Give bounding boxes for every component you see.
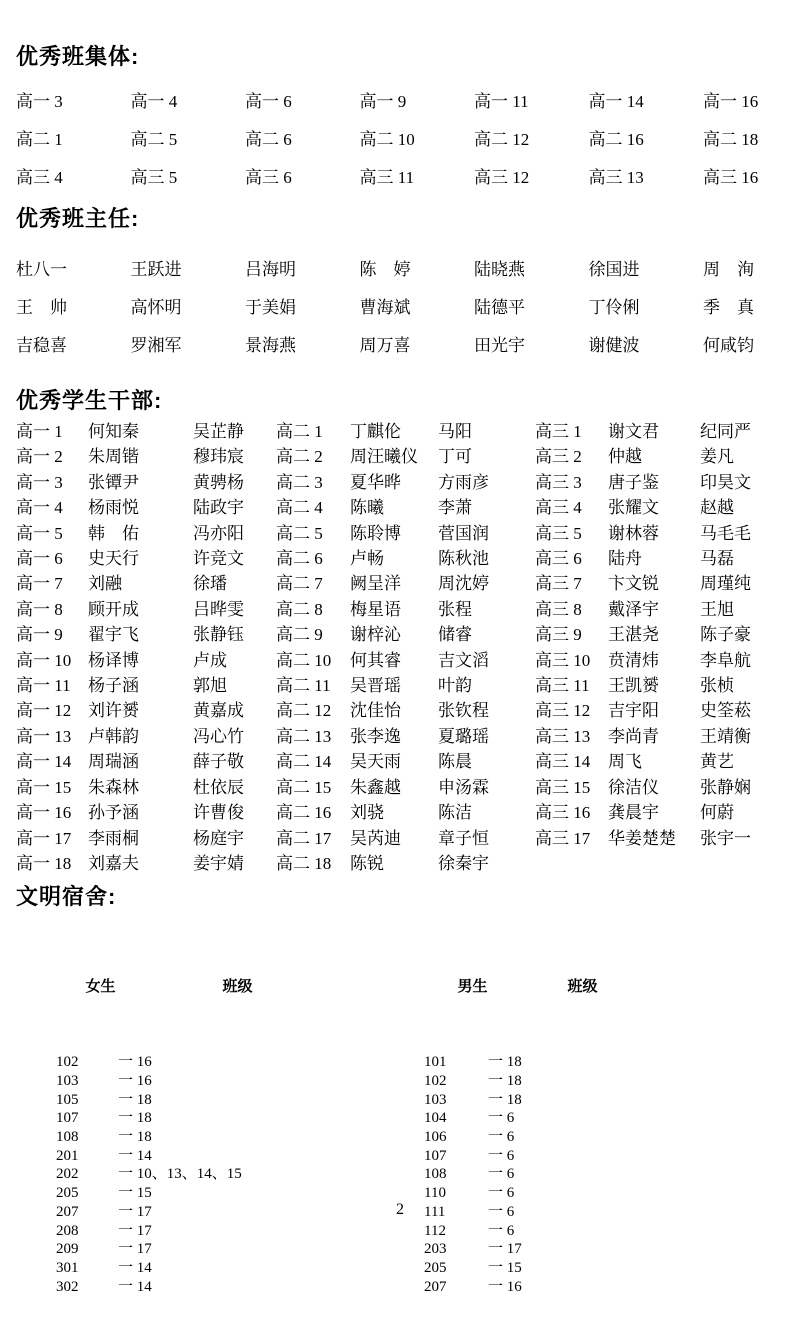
head-teacher-name: 吉稳喜 [16,335,67,355]
dorm-room-number: 106 [424,1129,447,1146]
cadre-student-name: 徐秦宇 [438,853,489,873]
cadre-student-name: 黄嘉成 [193,701,244,721]
section-title-excellent-student-cadres: 优秀学生干部: [16,388,163,413]
cadre-student-name: 杨译博 [88,650,139,670]
excellent-class-item: 高三 4 [16,167,63,187]
head-teacher-name: 王 帅 [16,297,67,317]
dorm-room-number: 110 [424,1185,446,1202]
dorm-class-value: 一 16 [118,1054,152,1071]
dorm-row [48,1072,420,1091]
head-teacher-name: 王跃进 [130,259,182,279]
cadre-class-label: 高三 10 [535,650,591,670]
dorm-class-value: 一 17 [118,1203,152,1220]
cadre-class-label: 高一 17 [16,828,72,848]
cadre-student-name: 叶韵 [438,676,472,696]
cadre-class-label: 高一 5 [16,523,63,543]
cadre-student-name: 姜凡 [700,447,734,467]
cadre-student-name: 仲越 [608,447,642,467]
head-teacher-name: 陆德平 [474,297,525,317]
dorm-row [420,1128,760,1147]
dorm-class-value: 一 17 [118,1222,152,1239]
dorm-row [420,1147,760,1166]
cadre-student-name: 冯亦阳 [193,523,244,543]
cadre-student-name: 孙予涵 [88,803,139,823]
head-teacher-name: 罗湘军 [130,335,182,355]
excellent-class-item: 高一 14 [588,91,644,111]
page-number: 2 [396,1201,404,1218]
cadre-class-label: 高二 11 [276,676,331,696]
dorm-girls-gender-header: 女生 [85,979,116,996]
cadre-class-label: 高二 17 [276,828,332,848]
dorm-room-number: 108 [424,1166,447,1183]
cadre-class-label: 高三 8 [535,599,582,619]
dorm-room-number: 207 [56,1203,79,1220]
cadre-class-label: 高二 15 [276,777,332,797]
cadre-class-label: 高三 4 [535,498,582,518]
cadre-student-name: 朱鑫越 [350,777,401,797]
cadre-student-name: 章子恒 [438,828,489,848]
cadre-student-name: 周瑾纯 [700,574,751,594]
cadre-student-name: 沈佳怡 [350,701,401,721]
excellent-class-item: 高三 16 [703,167,759,187]
cadre-class-label: 高二 18 [276,853,332,873]
cadre-class-label: 高二 2 [276,447,323,467]
cadre-class-label: 高一 18 [16,853,72,873]
dorm-row [48,1053,420,1072]
dorm-room-number: 209 [56,1241,79,1258]
dorm-class-value: 一 18 [118,1110,152,1127]
dorm-row [48,1259,420,1278]
dorm-row [48,1109,420,1128]
cadre-student-name: 郭旭 [193,676,227,696]
dorm-room-number: 112 [424,1222,446,1239]
head-teacher-name: 周 洵 [703,259,754,279]
cadre-student-name: 谢文君 [608,422,659,441]
excellent-class-item: 高一 9 [359,91,407,111]
cadre-student-name: 杜依辰 [193,777,244,797]
cadre-class-label: 高一 8 [16,599,63,619]
dorm-room-number: 101 [424,1054,447,1071]
cadre-student-name: 陈锐 [350,853,384,873]
dorm-table-girls [48,922,420,1333]
cadre-class-label: 高一 10 [16,650,72,670]
cadre-class-label: 高一 11 [16,676,71,696]
dorm-class-value: 一 6 [488,1129,515,1146]
dorm-class-value: 一 6 [488,1110,515,1127]
section-excellent-head-teachers [16,206,784,362]
excellent-class-item: 高二 6 [245,129,292,149]
section-title-excellent-classes: 优秀班集体: [16,44,140,69]
cadre-student-name: 丁可 [438,447,472,467]
dorm-room-number: 102 [424,1072,447,1089]
cadre-student-name: 陈秋池 [438,549,489,569]
excellent-class-item: 高三 12 [474,167,530,187]
cadre-student-name: 卢韩韵 [88,726,139,746]
cadre-student-name: 刘嘉夫 [88,853,139,873]
dorm-girls-class-header: 班级 [222,979,253,996]
cadre-student-name: 姜宇婧 [193,853,244,873]
head-teacher-name: 周万喜 [359,335,411,355]
dorm-row [420,1091,760,1110]
cadre-class-label: 高三 6 [535,549,582,569]
excellent-class-item: 高一 4 [130,91,178,111]
cadre-class-label: 高三 17 [535,828,591,848]
cadre-student-name: 马阳 [438,422,472,441]
excellent-class-item: 高三 6 [245,167,292,187]
cadre-student-name: 阙呈洋 [350,574,401,594]
excellent-class-item: 高三 5 [130,167,178,187]
cadre-class-label: 高一 1 [16,422,63,441]
cadre-class-label: 高一 12 [16,701,72,721]
head-teacher-name: 杜八一 [16,259,67,279]
head-teacher-name: 丁伶俐 [588,297,640,317]
cadre-student-name: 翟宇飞 [88,625,139,645]
dorm-room-number: 104 [424,1110,447,1127]
dorm-room-number: 302 [56,1278,79,1295]
excellent-class-item: 高一 3 [16,91,63,111]
excellent-class-item: 高二 10 [359,129,415,149]
cadre-student-name: 张静娴 [700,777,751,797]
dorm-row [48,1278,420,1297]
cadre-student-name: 张李逸 [350,726,401,746]
cadre-student-name: 卞文锐 [608,574,659,594]
cadre-class-label: 高一 9 [16,625,63,645]
dorm-girls-rows [48,1053,420,1296]
cadre-student-name: 徐洁仪 [608,777,659,797]
dorm-room-number: 205 [424,1259,447,1276]
dorm-class-value: 一 6 [488,1185,515,1202]
cadre-student-name: 陆舟 [608,549,642,569]
dorm-room-number: 201 [56,1147,79,1164]
head-teacher-name: 曹海斌 [359,297,411,317]
section-title-civilized-dorms: 文明宿舍: [16,884,117,910]
dorm-class-value: 一 18 [118,1129,152,1146]
dorm-class-value: 一 15 [118,1185,152,1202]
excellent-class-item: 高二 1 [16,129,63,149]
dorm-class-value: 一 10、13、14、15 [118,1166,242,1183]
cadre-class-label: 高二 5 [276,523,323,543]
cadre-student-name: 周沈婷 [438,574,489,594]
cadre-student-name: 菅国润 [438,523,489,543]
dorm-class-value: 一 15 [488,1259,522,1276]
excellent-class-item: 高三 13 [588,167,644,187]
excellent-student-cadres-table [16,419,784,876]
dorm-row [420,1109,760,1128]
cadre-class-label: 高二 4 [276,498,323,518]
cadre-class-label: 高三 3 [535,472,582,492]
dorm-class-value: 一 18 [488,1054,522,1071]
dorm-room-number: 202 [56,1166,79,1183]
excellent-class-item: 高二 5 [130,129,178,149]
head-teacher-name: 季 真 [703,297,754,317]
head-teacher-name: 景海燕 [245,335,296,355]
cadre-class-label: 高二 6 [276,549,323,569]
dorm-class-value: 一 6 [488,1203,515,1220]
dorm-class-value: 一 16 [488,1278,522,1295]
cadre-student-name: 谢林蓉 [608,523,659,543]
cadre-student-name: 陈子豪 [700,625,751,645]
dorm-class-value: 一 6 [488,1222,515,1239]
excellent-class-item: 高二 18 [703,129,759,149]
cadre-student-name: 方雨彦 [438,472,489,492]
cadre-student-name: 杨子涵 [88,676,139,696]
dorm-row [420,1053,760,1072]
cadre-student-name: 徐璠 [193,574,227,594]
dorm-class-value: 一 17 [488,1241,522,1258]
cadre-student-name: 贲清炜 [608,650,659,670]
cadre-class-label: 高一 15 [16,777,72,797]
head-teacher-name: 田光宇 [474,335,525,355]
head-teacher-name: 于美娟 [245,297,296,317]
dorm-room-number: 105 [56,1091,79,1108]
cadre-class-label: 高三 5 [535,523,582,543]
section-excellent-classes [16,44,784,194]
cadre-student-name: 卢成 [193,650,227,670]
excellent-class-item: 高二 12 [474,129,530,149]
cadre-student-name: 王旭 [700,599,734,619]
cadre-class-label: 高三 11 [535,676,590,696]
dorm-row [48,1147,420,1166]
dorm-class-value: 一 17 [118,1241,152,1258]
cadre-student-name: 张程 [438,599,472,619]
dorm-table-girls-header [48,960,420,1016]
excellent-class-item: 高二 16 [588,129,644,149]
cadre-class-label: 高二 8 [276,599,323,619]
cadre-class-label: 高一 3 [16,472,63,492]
dorm-class-value: 一 6 [488,1147,515,1164]
cadre-student-name: 赵越 [700,498,734,518]
cadre-class-label: 高三 16 [535,803,591,823]
cadre-class-label: 高一 4 [16,498,63,518]
cadre-student-name: 卢畅 [350,549,384,569]
head-teacher-name: 谢健波 [588,335,640,355]
dorm-class-value: 一 18 [118,1091,152,1108]
cadre-class-label: 高三 14 [535,752,591,772]
cadre-class-label: 高一 13 [16,726,72,746]
dorm-class-value: 一 16 [118,1072,152,1089]
cadre-student-name: 马毛毛 [700,523,751,543]
cadre-student-name: 朱周锴 [88,447,139,467]
cadre-student-name: 马磊 [700,549,734,569]
cadre-student-name: 周汪曦仪 [350,447,418,467]
cadre-class-label: 高二 7 [276,574,323,594]
cadre-student-name: 陈晨 [438,752,472,772]
dorm-class-value: 一 18 [488,1072,522,1089]
dorm-row [420,1259,760,1278]
head-teacher-name: 陆晓燕 [474,259,525,279]
dorm-boys-rows [420,1053,760,1296]
cadre-student-name: 吉宇阳 [608,701,659,721]
cadre-class-label: 高二 9 [276,625,323,645]
dorm-class-value: 一 14 [118,1259,152,1276]
cadre-student-name: 谢梓沁 [350,625,401,645]
cadre-class-label: 高三 9 [535,625,582,645]
cadre-student-name: 陈洁 [438,803,472,823]
cadre-student-name: 张桢 [700,676,734,696]
dorm-row [420,1240,760,1259]
cadre-student-name: 吕晔雯 [193,599,244,619]
cadre-student-name: 陈聆博 [350,523,401,543]
cadre-student-name: 朱森林 [88,777,139,797]
cadre-student-name: 陈曦 [350,498,384,518]
cadre-student-name: 何蔚 [700,803,734,823]
dorm-room-number: 207 [424,1278,447,1295]
dorm-room-number: 107 [56,1110,79,1127]
cadre-student-name: 李雨桐 [88,828,139,848]
cadre-class-label: 高二 12 [276,701,332,721]
cadre-student-name: 张耀文 [608,498,659,518]
cadre-student-name: 张镡尹 [88,472,139,492]
cadre-student-name: 丁麒伦 [350,422,401,441]
excellent-class-item: 高一 6 [245,91,292,111]
cadre-student-name [608,851,700,876]
cadre-student-name: 李萧 [438,498,472,518]
cadre-class-label: 高二 14 [276,752,332,772]
head-teacher-name: 何咸钧 [703,335,754,355]
cadre-student-name: 许竞文 [193,549,244,569]
dorm-row [420,1165,760,1184]
cadre-class-label: 高二 16 [276,803,332,823]
cadre-class-label: 高二 10 [276,650,332,670]
cadre-class-label: 高二 3 [276,472,323,492]
cadre-student-name: 夏华晔 [350,472,401,492]
cadre-student-name: 杨庭宇 [193,828,244,848]
dorm-row [420,1278,760,1297]
head-teacher-name: 徐国进 [588,259,640,279]
cadre-student-name: 夏璐瑶 [438,726,489,746]
cadre-student-name: 纪同严 [700,422,751,441]
cadre-class-label: 高一 2 [16,447,63,467]
cadre-student-name: 黄艺 [700,752,734,772]
cadre-student-name: 刘许赟 [88,701,139,721]
cadre-student-name: 韩 佑 [88,523,139,543]
dorm-tables [16,922,784,1333]
cadre-student-name [700,851,784,876]
cadre-student-name: 印昊文 [700,472,751,492]
dorm-boys-gender-header: 男生 [457,979,488,996]
cadre-student-name: 戴泽宇 [608,599,659,619]
dorm-boys-class-header: 班级 [567,979,598,996]
dorm-room-number: 107 [424,1147,447,1164]
dorm-class-value: 一 6 [488,1166,515,1183]
cadre-student-name: 许曹俊 [193,803,244,823]
dorm-table-boys [420,922,760,1333]
dorm-room-number: 203 [424,1241,447,1258]
dorm-row [48,1091,420,1110]
excellent-classes-grid [16,80,784,194]
head-teacher-name: 高怀明 [130,297,182,317]
cadre-student-name: 王靖衡 [700,726,751,746]
cadre-student-name: 杨雨悦 [88,498,139,518]
cadre-student-name: 王湛尧 [608,625,659,645]
section-excellent-student-cadres [16,388,784,876]
cadre-class-label: 高三 2 [535,447,582,467]
excellent-class-item: 高三 11 [359,167,415,187]
cadre-class-label: 高二 13 [276,726,332,746]
cadre-student-name: 王凯赟 [608,676,659,696]
dorm-row [420,1072,760,1091]
cadre-student-name: 顾开成 [88,599,139,619]
dorm-room-number: 205 [56,1185,79,1202]
head-teacher-name: 吕海明 [245,259,296,279]
cadre-student-name: 张宇一 [700,828,751,848]
cadre-student-name: 张钦程 [438,701,489,721]
cadre-class-label: 高一 14 [16,752,72,772]
cadre-class-label: 高一 7 [16,574,63,594]
cadre-student-name: 何其睿 [350,650,401,670]
cadre-student-name: 吴天雨 [350,752,401,772]
cadre-student-name: 穆玮宸 [193,447,244,467]
section-title-excellent-head-teachers: 优秀班主任: [16,206,140,231]
dorm-row [48,1128,420,1147]
cadre-class-label: 高三 15 [535,777,591,797]
cadre-student-name: 华姜楚楚 [608,828,676,848]
cadre-student-name: 吉文滔 [438,650,489,670]
cadre-student-name: 李尚青 [608,726,659,746]
cadre-class-label: 高三 7 [535,574,582,594]
cadre-student-name: 冯心竹 [193,726,244,746]
dorm-room-number: 103 [424,1091,447,1108]
cadre-student-name: 刘骁 [350,803,384,823]
excellent-class-item: 高一 16 [703,91,759,111]
dorm-class-value: 一 14 [118,1147,152,1164]
cadre-student-name: 龚晨宇 [608,803,659,823]
cadre-student-name: 吴芷静 [193,422,244,441]
cadre-student-name: 李阜航 [700,650,751,670]
cadre-student-name: 唐子鉴 [608,472,659,492]
dorm-room-number: 103 [56,1072,79,1089]
cadre-student-name: 陆政宇 [193,498,244,518]
cadre-student-name: 史筌菘 [700,701,751,721]
dorm-room-number: 108 [56,1129,79,1146]
cadre-class-label: 高一 16 [16,803,72,823]
dorm-room-number: 208 [56,1222,79,1239]
cadre-student-name: 史天行 [88,549,139,569]
cadre-student-name: 黄骋杨 [193,472,244,492]
dorm-room-number: 111 [424,1203,446,1220]
dorm-class-value: 一 18 [488,1091,522,1108]
dorm-row [48,1165,420,1184]
excellent-class-item: 高一 11 [474,91,529,111]
cadre-student-name: 薛子敬 [193,752,244,772]
section-civilized-dorms [16,884,784,1333]
cadre-student-name: 刘融 [88,574,122,594]
dorm-table-boys-header [420,960,760,1016]
dorm-room-number: 102 [56,1054,79,1071]
cadre-class-label: 高三 1 [535,422,582,441]
cadre-student-name: 梅星语 [350,599,401,619]
cadre-class-label: 高一 6 [16,549,63,569]
cadre-student-name: 申汤霖 [438,777,489,797]
cadre-student-name: 吴晋瑶 [350,676,401,696]
excellent-head-teachers-grid [16,248,784,362]
dorm-room-number: 301 [56,1259,79,1276]
cadre-student-name: 储睿 [438,625,472,645]
dorm-class-value: 一 14 [118,1278,152,1295]
dorm-row [48,1240,420,1259]
cadre-student-name: 何知秦 [88,422,139,441]
cadre-class-label: 高二 1 [276,422,323,441]
cadre-class-label [535,851,608,876]
cadre-student-name: 张静钰 [193,625,244,645]
cadre-class-label: 高三 12 [535,701,591,721]
cadre-student-name: 周瑞涵 [88,752,139,772]
head-teacher-name: 陈 婷 [359,259,411,279]
cadre-student-name: 周飞 [608,752,642,772]
cadre-student-name: 吴芮迪 [350,828,401,848]
cadre-class-label: 高三 13 [535,726,591,746]
